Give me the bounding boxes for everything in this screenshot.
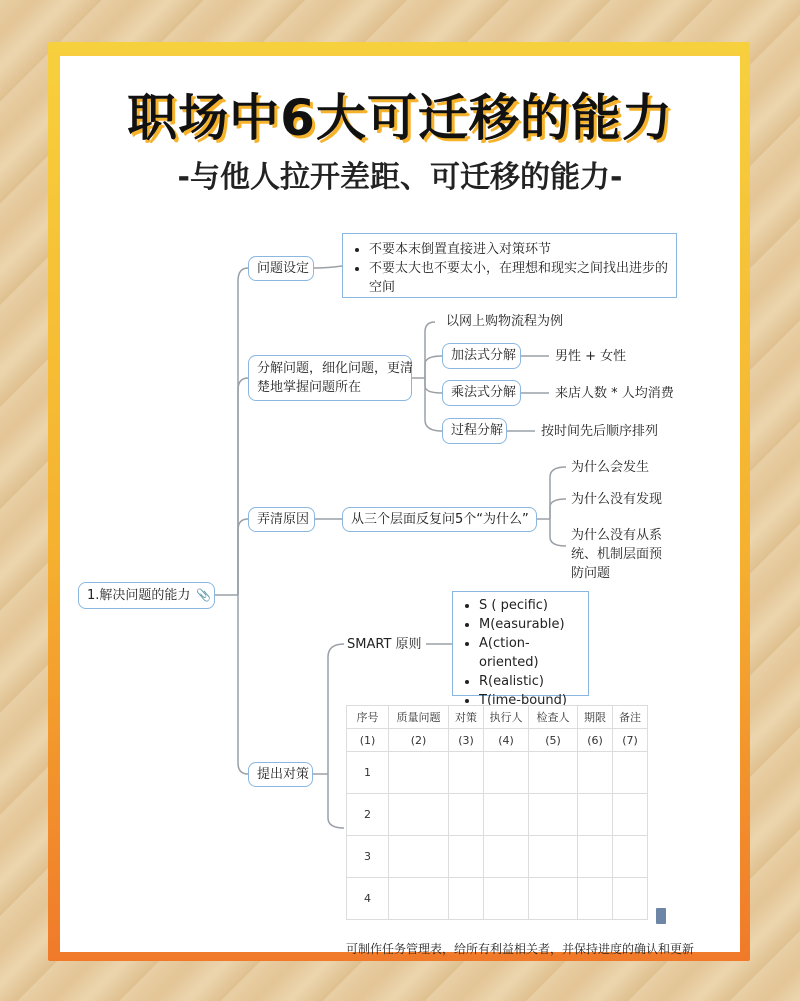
multiplicative-result: 来店人数 * 人均消费 [555,386,674,401]
table-row-number: 3 [347,836,389,878]
table-code-cell: (2) [389,729,449,752]
root-node-label: 1.解决问题的能力 [87,588,191,603]
smart-item: • T(ime-bound) [479,691,580,710]
document-icon [656,908,666,924]
table-header-cell: 质量问题 [389,706,449,729]
table-code-row [347,729,648,752]
table-header-row [347,706,648,729]
table-code-cell: (1) [347,729,389,752]
smart-item: • M(easurable) [479,615,580,634]
table-row [347,752,648,794]
table-code-cell: (7) [613,729,648,752]
table-header-cell: 检查人 [529,706,578,729]
problem-setting-bullet: • 不要本末倒置直接进入对策环节 [369,240,668,259]
problem-setting-bullet: • 不要太大也不要太小，在理想和现实之间找出进步的空间 [369,259,668,297]
process-result: 按时间先后顺序排列 [541,424,659,439]
smart-item: • S ( pecific) [479,596,580,615]
table-header-cell: 期限 [578,706,613,729]
why-item: 为什么没有发现 [571,492,663,507]
table-row-number: 1 [347,752,389,794]
node-process[interactable]: 过程分解 [442,418,507,444]
table-header-cell: 备注 [613,706,648,729]
node-countermeasure[interactable]: 提出对策 [248,762,313,787]
table-row [347,794,648,836]
node-multiplicative[interactable]: 乘法式分解 [442,380,521,406]
page-title: 职场中6大可迁移的能力 [127,89,673,147]
decompose-example: 以网上购物流程为例 [446,314,564,329]
smart-list [452,591,589,708]
table-header-cell: 对策 [449,706,484,729]
root-node[interactable] [78,582,215,609]
table-row-number: 2 [347,794,389,836]
why-item: 为什么会发生 [571,460,650,475]
node-decompose-line2: 楚地掌握问题所在 [257,380,362,395]
node-decompose-line1: 分解问题，细化问题，更清 [257,361,414,376]
table-row [347,878,648,920]
task-management-table [346,705,648,920]
problem-setting-notes [342,233,677,298]
table-row-number: 4 [347,878,389,920]
table-header-cell: 执行人 [484,706,529,729]
table-code-cell: (5) [529,729,578,752]
smart-label: SMART 原则 [347,637,422,652]
node-decompose[interactable] [248,355,412,401]
paperclip-icon: 📎 [196,588,212,602]
smart-item: • A(ction-oriented) [479,634,580,672]
smart-item: • R(ealistic) [479,672,580,691]
table-note: 可制作任务管理表，给所有利益相关者，并保持进度的确认和更新 [346,942,695,956]
additive-result: 男性 + 女性 [555,349,627,364]
node-cause[interactable]: 弄清原因 [248,507,315,532]
node-additive[interactable]: 加法式分解 [442,343,521,369]
table-header-cell: 序号 [347,706,389,729]
page-subtitle: -与他人拉开差距、可迁移的能力- [177,160,623,195]
table-row [347,836,648,878]
node-problem-setting[interactable]: 问题设定 [248,256,314,281]
why-item: 为什么没有从系统、机制层面预防问题 [571,528,663,581]
table-code-cell: (4) [484,729,529,752]
table-code-cell: (3) [449,729,484,752]
cause-method[interactable]: 从三个层面反复问5个“为什么” [342,507,537,532]
table-code-cell: (6) [578,729,613,752]
